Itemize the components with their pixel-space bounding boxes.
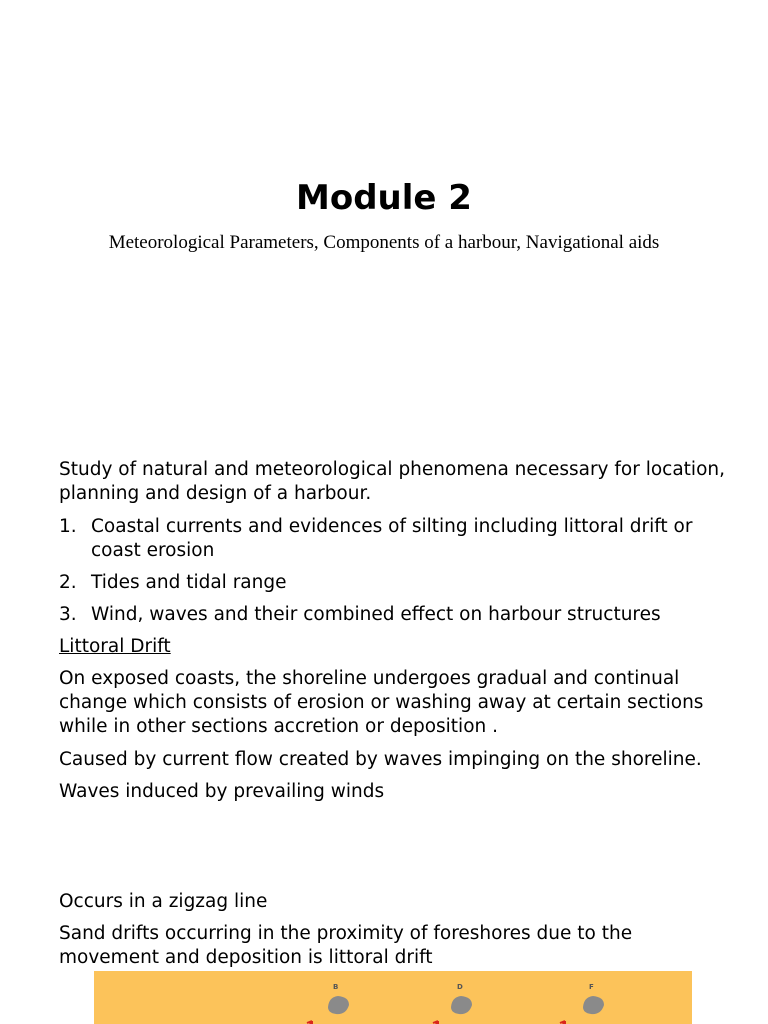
pebble-f-icon [583, 996, 604, 1014]
diagram-label-f: F [589, 983, 594, 991]
paragraph-sand-drift: Sand drifts occurring in the proximity of foreshores due to the movement and deposition is littoral drift [59, 923, 633, 968]
diagram-shapes [94, 971, 692, 1024]
diagram-label-b: B [333, 983, 339, 991]
littoral-drift-diagram [94, 971, 692, 1024]
paragraph-current-flow: Caused by current flow created by waves impinging on the shoreline. [59, 749, 702, 770]
pebble-d-icon [451, 996, 472, 1014]
list-number: 3. [59, 604, 77, 625]
list-item [59, 515, 729, 563]
paragraph-shoreline-change: On exposed coasts, the shoreline undergoes gradual and continual change which consists of erosion or washing away at certain sections while in other sections accretion or deposition . [59, 668, 704, 737]
diagram-label-d: D [457, 983, 463, 991]
list-item [59, 571, 729, 595]
title-slide [0, 0, 768, 440]
list-item [59, 603, 729, 627]
slide-title: Module 2 [296, 178, 472, 218]
list-text: Coastal currents and evidences of silting including littoral drift or coast erosion [91, 516, 693, 561]
paragraph-prevailing-winds: Waves induced by prevailing winds [59, 781, 385, 802]
pebble-b-icon [328, 996, 349, 1014]
list-text: Wind, waves and their combined effect on harbour structures [91, 604, 661, 625]
intro-paragraph: Study of natural and meteorological phenomena necessary for location, planning and design of a harbour. [59, 459, 725, 504]
section-heading: Littoral Drift [59, 636, 171, 657]
list-number: 1. [59, 516, 77, 537]
paragraph-zigzag: Occurs in a zigzag line [59, 891, 268, 912]
list-number: 2. [59, 572, 77, 593]
slide-subtitle: Meteorological Parameters, Components of a harbour, Navigational aids [108, 232, 660, 253]
list-text: Tides and tidal range [91, 572, 287, 593]
